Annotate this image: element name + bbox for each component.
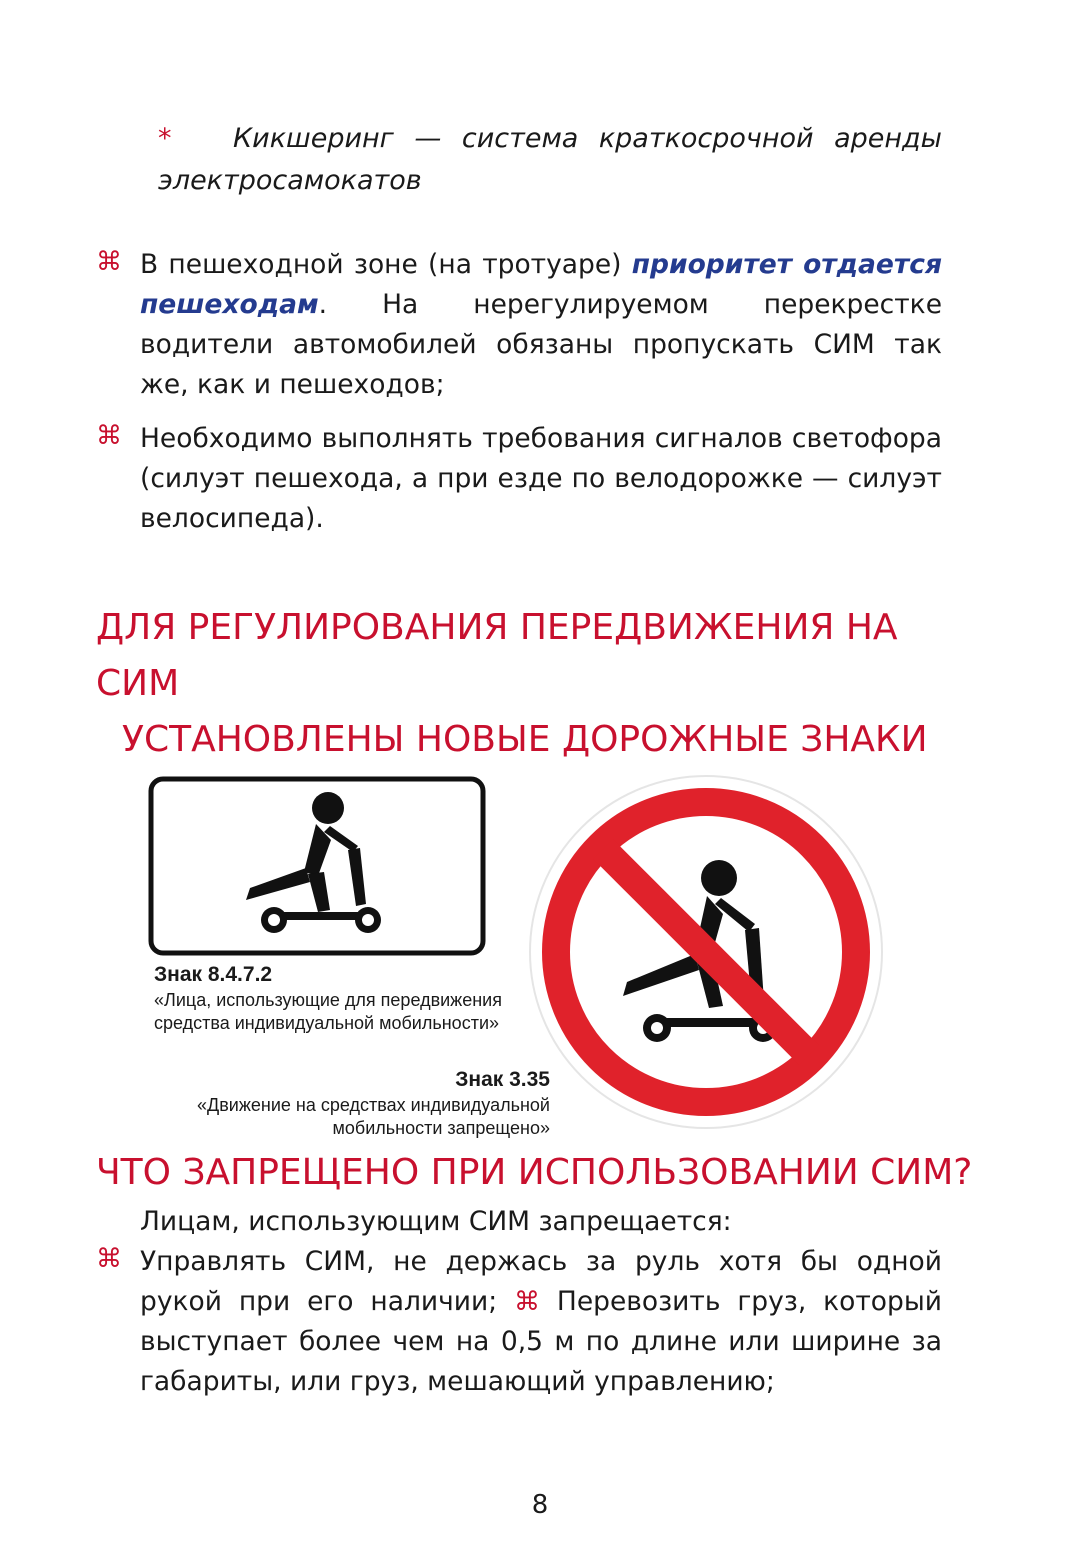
bullet-emphasis: приоритет отдается пешеходам <box>140 249 942 320</box>
heading-prohibited: ЧТО ЗАПРЕЩЕНО ПРИ ИСПОЛЬЗОВАНИИ СИМ? <box>96 1152 973 1193</box>
heading-signs-line1: ДЛЯ РЕГУЛИРОВАНИЯ ПЕРЕДВИЖЕНИЯ НА <box>96 607 898 648</box>
sign-3-35-line1: «Движение на средствах индивидуальной <box>197 1095 550 1115</box>
heading-signs-line3: УСТАНОВЛЕНЫ НОВЫЕ ДОРОЖНЫЕ ЗНАКИ <box>122 719 928 760</box>
sign-8-4-7-2-title: Знак 8.4.7.2 <box>154 963 273 986</box>
bullet-text-before: В пешеходной зоне (на тротуаре) <box>140 249 632 280</box>
command-bullet-icon: ⌘ <box>514 1287 541 1317</box>
bullet-text-after: . На нерегулируемом перекрестке водители автомобилей обязаны пропускать СИМ так же, как и пешеходов; <box>140 289 942 400</box>
sign-3-35-prohibition <box>523 772 889 1132</box>
footnote-text: Кикшеринг — система краткосрочной аренды электросамокатов <box>158 123 943 196</box>
footnote <box>158 118 942 202</box>
command-bullet-icon: ⌘ <box>96 421 122 451</box>
sign-3-35-line2: мобильности запрещено» <box>332 1118 550 1138</box>
command-bullet-icon: ⌘ <box>96 1244 122 1274</box>
command-bullet-icon: ⌘ <box>96 247 122 277</box>
bullet-part2: Перевозить груз, который выступает более чем на 0,5 м по длине или ширине за габариты, или груз, мешающий управлению; <box>140 1286 942 1397</box>
footnote-star: * <box>158 123 172 154</box>
intro-text: Лицам, использующим СИМ запрещается: <box>140 1206 732 1237</box>
bullet-part1: Управлять СИМ, не держась за руль хотя бы одной рукой при его наличии; <box>140 1246 942 1317</box>
sign-8-4-7-2-plate <box>148 776 486 956</box>
sign-8-4-7-2-line2: средства индивидуальной мобильности» <box>154 1013 500 1033</box>
bullet-prohibitions <box>140 1242 942 1402</box>
bullet-traffic-lights: Необходимо выполнять требования сигналов светофора (силуэт пешехода, а при езде по велодорожке — силуэт велосипеда). <box>140 423 942 534</box>
sign-3-35-title: Знак 3.35 <box>455 1068 550 1091</box>
sign-8-4-7-2-line1: «Лица, использующие для передвижения <box>154 990 502 1010</box>
heading-signs-line2: СИМ <box>96 663 180 704</box>
page-number: 8 <box>531 1490 549 1520</box>
bullet-priority-pedestrians <box>140 245 942 405</box>
